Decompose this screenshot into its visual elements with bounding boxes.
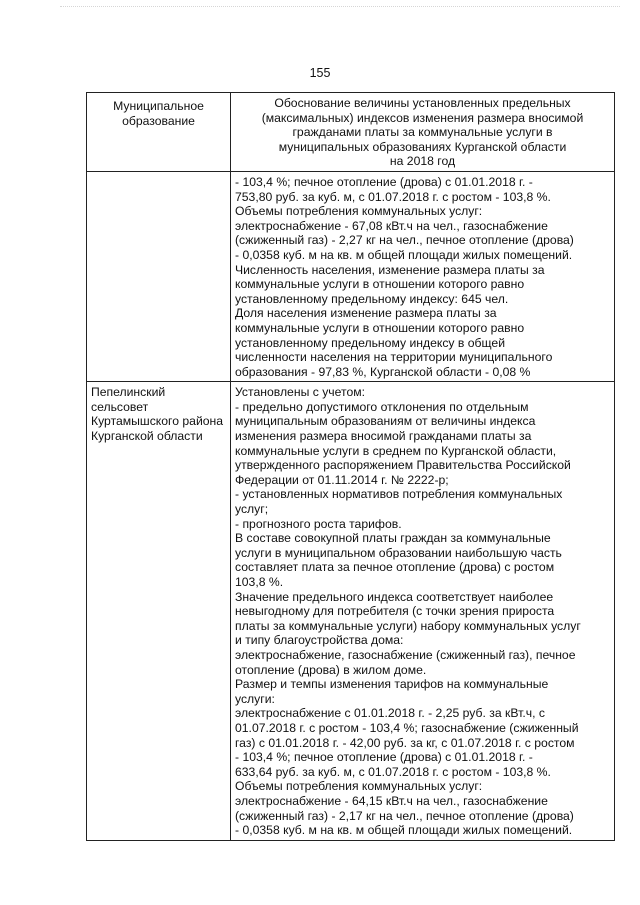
text-line: утвержденного распоряжением Правительства Российской (235, 458, 571, 473)
text-line: отопление (дрова) в жилом доме. (235, 662, 427, 677)
text-line: Численность населения, изменение размера платы за (235, 262, 545, 277)
municipality-line: Пепелинский (91, 385, 166, 400)
table-header-row (87, 93, 615, 172)
text-line: - прогнозного роста тарифов. (235, 516, 402, 531)
municipality-cell (87, 382, 231, 840)
text-line: установленному предельному индексу в общей (235, 335, 506, 350)
text-line: 753,80 руб. за куб. м, с 01.07.2018 г. с ростом - 103,8 %. (235, 189, 551, 204)
header-line: (максимальных) индексов изменения размера вносимой (261, 110, 584, 125)
justification-cell (231, 382, 615, 840)
text-line: электроснабжение, газоснабжение (сжиженный газ), печное (235, 647, 576, 662)
municipality-line: Куртамышского района (91, 414, 224, 429)
text-line: невыгодному для потребителя (с точки зрения прироста (235, 604, 555, 619)
text-line: Объемы потребления коммунальных услуг: (235, 204, 483, 219)
text-line: Значение предельного индекса соответствует наиболее (235, 589, 554, 604)
text-line: изменения размера вносимой гражданами платы за (235, 429, 532, 444)
text-line: - 103,4 %; печное отопление (дрова) с 01.01.2018 г. - (235, 174, 533, 189)
text-line: - 0,0358 куб. м на кв. м общей площади жилых помещений. (235, 247, 573, 262)
text-line: услуг; (235, 502, 269, 517)
table-row (87, 171, 615, 381)
text-line: В составе совокупной платы граждан за коммунальные (235, 531, 551, 546)
header-line: муниципальных образованиях Курганской области (278, 139, 567, 154)
text-line: численности населения на территории муниципального (235, 350, 553, 365)
header-line: Муниципальное (113, 99, 204, 113)
text-line: Доля населения изменение размера платы за (235, 306, 497, 321)
header-line: на 2018 год (389, 154, 456, 169)
text-line: муниципальным образованиям от величины индекса (235, 414, 536, 429)
header-municipality (87, 93, 231, 172)
text-line: 103,8 %. (235, 575, 284, 589)
text-line: электроснабжение - 64,15 кВт.ч на чел., газоснабжение (235, 793, 548, 808)
text-line: составляет плата за печное отопление (дрова) с ростом (235, 560, 555, 575)
tariff-justification-table (86, 92, 615, 841)
text-line: коммунальные услуги в отношении которого равно (235, 277, 525, 292)
text-line: услуги: (235, 691, 275, 706)
text-line: Объемы потребления коммунальных услуг: (235, 779, 483, 794)
text-line: электроснабжение с 01.01.2018 г. - 2,25 руб. за кВт.ч, с (235, 706, 545, 721)
text-line: Федерации от 01.11.2014 г. № 2222-р; (235, 472, 449, 487)
justification-cell (231, 171, 615, 381)
page-number: 155 (309, 66, 331, 80)
table-row (87, 382, 615, 840)
text-line: коммунальные услуги в среднем по Курганской области, (235, 443, 557, 458)
header-justification (231, 93, 615, 172)
text-line: (сжиженный газ) - 2,27 кг на чел., печное отопление (дрова) (235, 233, 574, 248)
municipality-line: сельсовет (91, 399, 149, 414)
header-line: Обоснование величины установленных предельных (274, 96, 571, 110)
scan-artifact-line (60, 6, 620, 13)
text-line: Установлены с учетом: (235, 385, 365, 400)
text-line: образования - 97,83 %, Курганской области - 0,08 % (235, 364, 531, 379)
text-line: услуги в муниципальном образовании наибольшую часть (235, 545, 562, 560)
header-line: образование (122, 113, 195, 128)
text-line: - 0,0358 куб. м на кв. м общей площади жилых помещений. (235, 823, 573, 838)
text-line: - предельно допустимого отклонения по отдельным (235, 399, 529, 414)
text-line: - 103,4 %; печное отопление (дрова) с 01.01.2018 г. - (235, 750, 533, 765)
municipality-line: Курганской области (91, 429, 203, 444)
text-line: (сжиженный газ) - 2,17 кг на чел., печное отопление (дрова) (235, 808, 574, 823)
text-line: Размер и темпы изменения тарифов на коммунальные (235, 677, 549, 692)
text-line: газ) с 01.01.2018 г. - 42,00 руб. за кг, с 01.07.2018 г. с ростом (235, 735, 575, 750)
municipality-cell (87, 171, 231, 381)
text-line: коммунальные услуги в отношении которого равно (235, 320, 525, 335)
text-line: электроснабжение - 67,08 кВт.ч на чел., газоснабжение (235, 218, 548, 233)
text-line: платы за коммунальные услуги) набору коммунальных услуг (235, 618, 581, 633)
text-line: - установленных нормативов потребления коммунальных (235, 487, 563, 502)
header-line: гражданами платы за коммунальные услуги в (292, 125, 553, 140)
text-line: 633,64 руб. за куб. м, с 01.07.2018 г. с ростом - 103,8 %. (235, 764, 551, 779)
text-line: и типу благоустройства дома: (235, 633, 404, 648)
text-line: 01.07.2018 г. с ростом - 103,4 %; газоснабжение (сжиженный (235, 720, 579, 735)
text-line: установленному предельному индексу: 645 чел. (235, 291, 509, 306)
